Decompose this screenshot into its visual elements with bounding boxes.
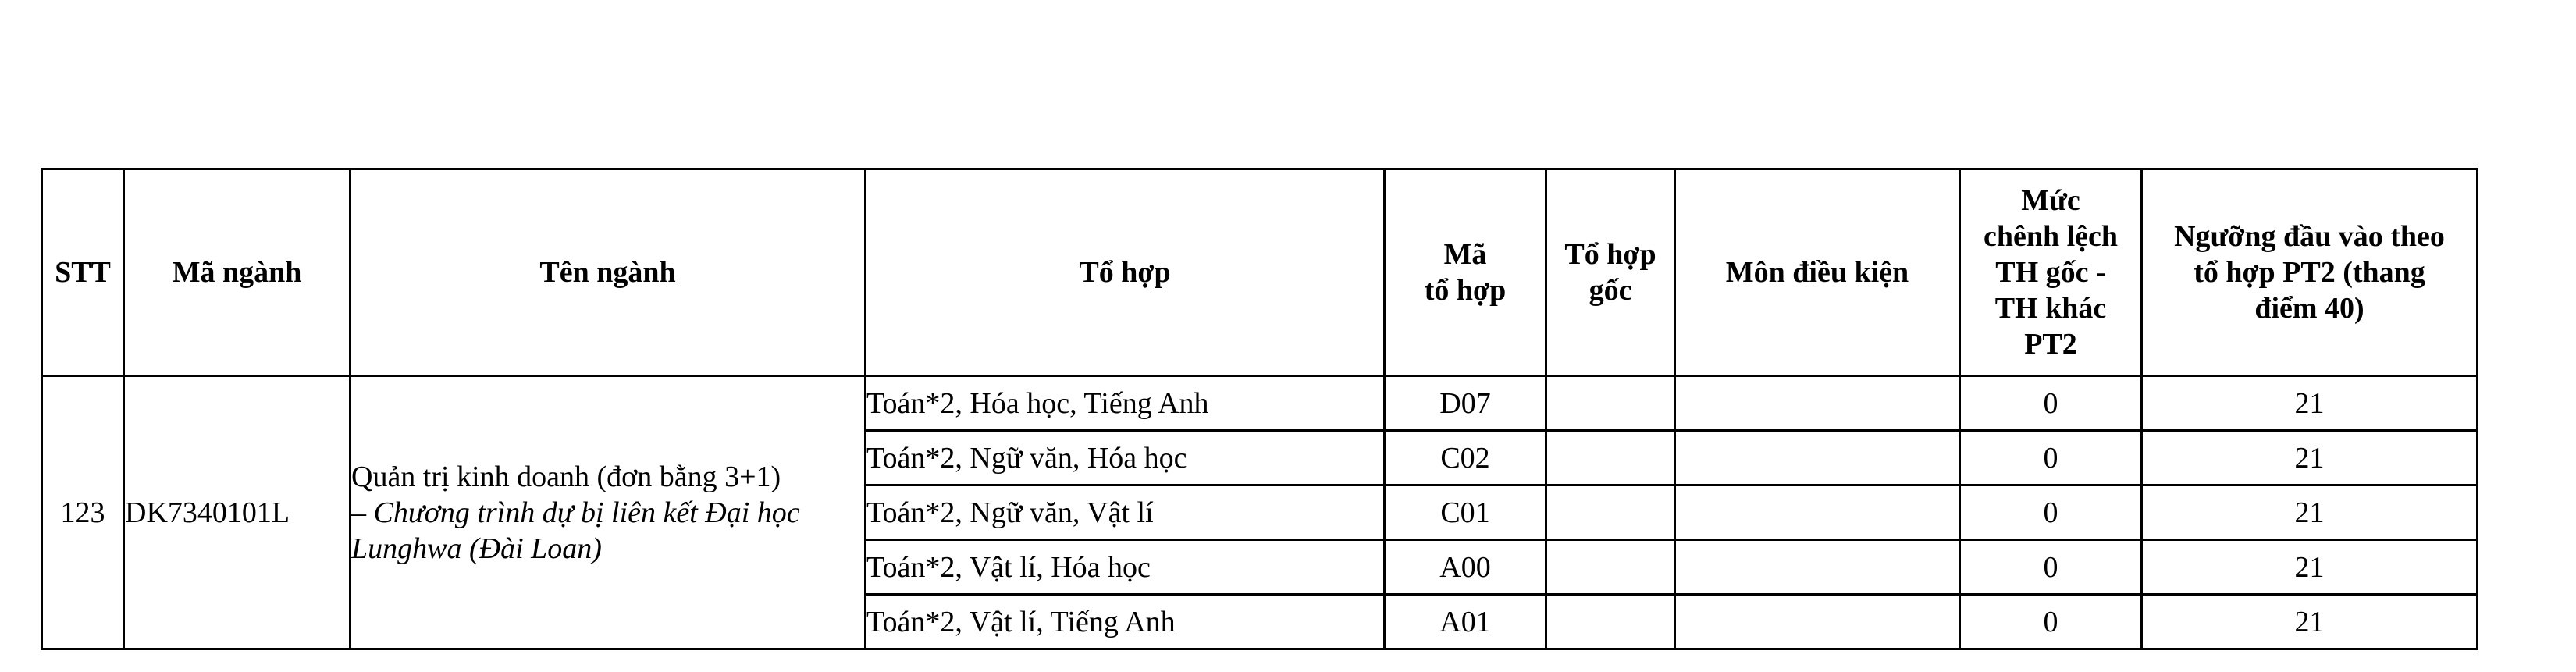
cell-mon-dieu-kien [1675,431,1960,485]
header-ma-nganh: Mã ngành [124,169,350,376]
header-nguong: Ngưỡng đầu vào theo tổ hợp PT2 (thang điểm 40) [2142,169,2478,376]
cell-ma-to-hop: A01 [1385,595,1546,649]
cell-nguong: 21 [2142,376,2478,431]
cell-nguong: 21 [2142,431,2478,485]
cell-to-hop-goc [1546,431,1675,485]
header-to-hop: Tổ hợp [866,169,1385,376]
cell-muc-chenh-lech: 0 [1960,376,2142,431]
admission-table [41,168,2478,650]
program-name: Quản trị kinh doanh (đơn bằng 3+1) [351,460,781,493]
cell-mon-dieu-kien [1675,485,1960,540]
cell-muc-chenh-lech: 0 [1960,485,2142,540]
header-to-hop-goc: Tổ hợp gốc [1546,169,1675,376]
cell-ma-to-hop: D07 [1385,376,1546,431]
cell-to-hop: Toán*2, Ngữ văn, Vật lí [866,485,1385,540]
cell-muc-chenh-lech: 0 [1960,540,2142,595]
header-stt: STT [42,169,124,376]
cell-ma-nganh: DK7340101L [124,376,350,649]
header-row [42,169,2478,376]
program-subtitle: – Chương trình dự bị liên kết Đại học Lunghwa (Đài Loan) [351,496,800,565]
cell-to-hop-goc [1546,595,1675,649]
header-ten-nganh: Tên ngành [350,169,866,376]
cell-ma-to-hop: C02 [1385,431,1546,485]
cell-nguong: 21 [2142,595,2478,649]
cell-to-hop-goc [1546,376,1675,431]
cell-to-hop: Toán*2, Hóa học, Tiếng Anh [866,376,1385,431]
cell-ten-nganh [350,376,866,649]
cell-to-hop-goc [1546,485,1675,540]
cell-nguong: 21 [2142,540,2478,595]
cell-to-hop: Toán*2, Vật lí, Tiếng Anh [866,595,1385,649]
cell-to-hop-goc [1546,540,1675,595]
cell-ma-to-hop: C01 [1385,485,1546,540]
cell-to-hop: Toán*2, Ngữ văn, Hóa học [866,431,1385,485]
cell-muc-chenh-lech: 0 [1960,431,2142,485]
cell-mon-dieu-kien [1675,595,1960,649]
header-muc-chenh-lech: Mức chênh lệch TH gốc - TH khác PT2 [1960,169,2142,376]
cell-to-hop: Toán*2, Vật lí, Hóa học [866,540,1385,595]
cell-muc-chenh-lech: 0 [1960,595,2142,649]
cell-stt: 123 [42,376,124,649]
header-mon-dieu-kien: Môn điều kiện [1675,169,1960,376]
cell-ma-to-hop: A00 [1385,540,1546,595]
header-ma-to-hop: Mã tổ hợp [1385,169,1546,376]
cell-mon-dieu-kien [1675,540,1960,595]
cell-mon-dieu-kien [1675,376,1960,431]
cell-nguong: 21 [2142,485,2478,540]
table-row [42,376,2478,431]
